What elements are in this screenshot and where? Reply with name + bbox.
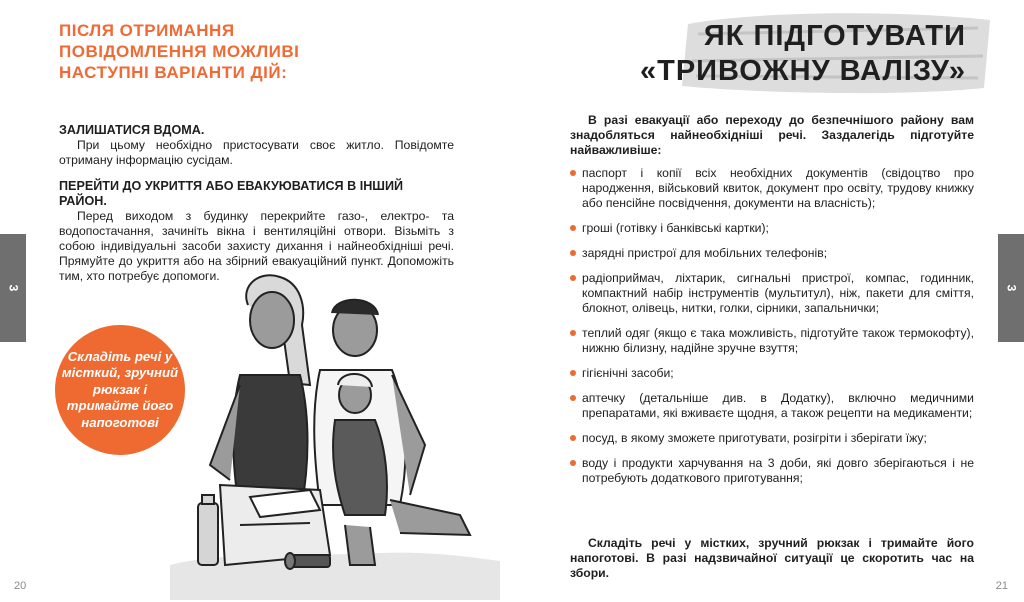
bullet-icon [570, 395, 576, 401]
list-item: паспорт і копії всіх необхідних документів (свідоцтво про народження, військовий квиток, документ про освіту, трудову книжку або пенсійне посвідчення, документи на власність); [570, 166, 974, 211]
list-item: радіоприймач, ліхтарик, сигнальні пристрої, компас, годинник, компактний набір інструментів (мультитул), ніж, пакети для сміття, блокнот, олівець, нитки, голки, сірники, запальнички; [570, 271, 974, 316]
essentials-checklist [570, 166, 974, 496]
man-figure [314, 300, 470, 535]
section-stay-home [59, 123, 454, 168]
left-heading-line: НАСТУПНІ ВАРІАНТИ ДІЙ: [59, 63, 288, 82]
list-item: гігієнічні засоби; [570, 366, 974, 381]
closing-paragraph: Складіть речі у містких, зручний рюкзак і тримайте його напоготові. В разі надзвичайної ситуації це скоротить час на збори. [570, 536, 974, 580]
chapter-tab-left [0, 234, 26, 342]
page-title-line: «ТРИВОЖНУ ВАЛІЗУ» [639, 55, 966, 87]
bullet-icon [570, 275, 576, 281]
section-body: Перед виходом з будинку перекрийте газо-, електро- та водопостачання, зачиніть вікна і вентиляційні отвори. Візьміть з собою індивідуальні засоби захисту дихання і найнеобхідніші речі. Прямуйте до укриття або на збірний евакуаційний пункт. Допоможіть тим, хто потребує допомоги. [59, 209, 454, 283]
bullet-icon [570, 330, 576, 336]
bullet-icon [570, 250, 576, 256]
list-item: зарядні пристрої для мобільних телефонів; [570, 246, 974, 261]
page-title-line: ЯК ПІДГОТУВАТИ [703, 20, 966, 52]
chapter-tab-label: 3 [6, 284, 20, 292]
list-item: аптечку (детальніше див. в Додатку), включно медичними препаратами, які вживаєте щодня, а також рецепти на медикаменти; [570, 391, 974, 421]
water-bottle [198, 495, 218, 565]
chapter-tab-label: 3 [1004, 284, 1018, 292]
tip-bubble [55, 325, 185, 455]
bullet-icon [570, 435, 576, 441]
ground-shadow [170, 553, 500, 600]
section-title: ЗАЛИШАТИСЯ ВДОМА. [59, 123, 205, 137]
page-number: 21 [995, 580, 1008, 592]
page-title [640, 19, 966, 89]
list-item: посуд, в якому зможете приготувати, розігріти і зберігати їжу; [570, 431, 974, 446]
bullet-icon [570, 225, 576, 231]
left-heading-line: ПІСЛЯ ОТРИМАННЯ [59, 21, 235, 40]
section-title: ПЕРЕЙТИ ДО УКРИТТЯ АБО ЕВАКУЮВАТИСЯ В ІНШИЙ РАЙОН. [59, 179, 404, 208]
bullet-icon [570, 370, 576, 376]
left-heading-line: ПОВІДОМЛЕННЯ МОЖЛИВІ [59, 42, 300, 61]
chapter-tab-right [998, 234, 1024, 342]
intro-paragraph: В разі евакуації або переходу до безпечнішого району вам знадобляться найнеобхідніші речі. Заздалегідь підготуйте найважливіше: [570, 113, 974, 157]
left-heading [59, 20, 389, 83]
bullet-icon [570, 460, 576, 466]
list-item: гроші (готівку і банківські картки); [570, 221, 974, 236]
page-number: 20 [14, 580, 27, 592]
flashlight [285, 553, 330, 569]
right-page [512, 0, 1024, 602]
backpack [220, 485, 330, 565]
family-packing-illustration [170, 265, 500, 600]
section-body: При цьому необхідно пристосувати своє житло. Повідомте отриману інформацію сусідам. [59, 138, 454, 167]
bullet-icon [570, 170, 576, 176]
woman-figure [210, 275, 310, 515]
list-item: воду і продукти харчування на 3 доби, які довго зберігаються і не потребують додаткового приготування; [570, 456, 974, 486]
list-item: теплий одяг (якщо є така можливість, підготуйте також термокофту), нижню білизну, надійне зручне взуття; [570, 326, 974, 356]
tip-bubble-text: Складіть речі у місткий, зручний рюкзак і тримайте його напоготові [61, 348, 179, 430]
